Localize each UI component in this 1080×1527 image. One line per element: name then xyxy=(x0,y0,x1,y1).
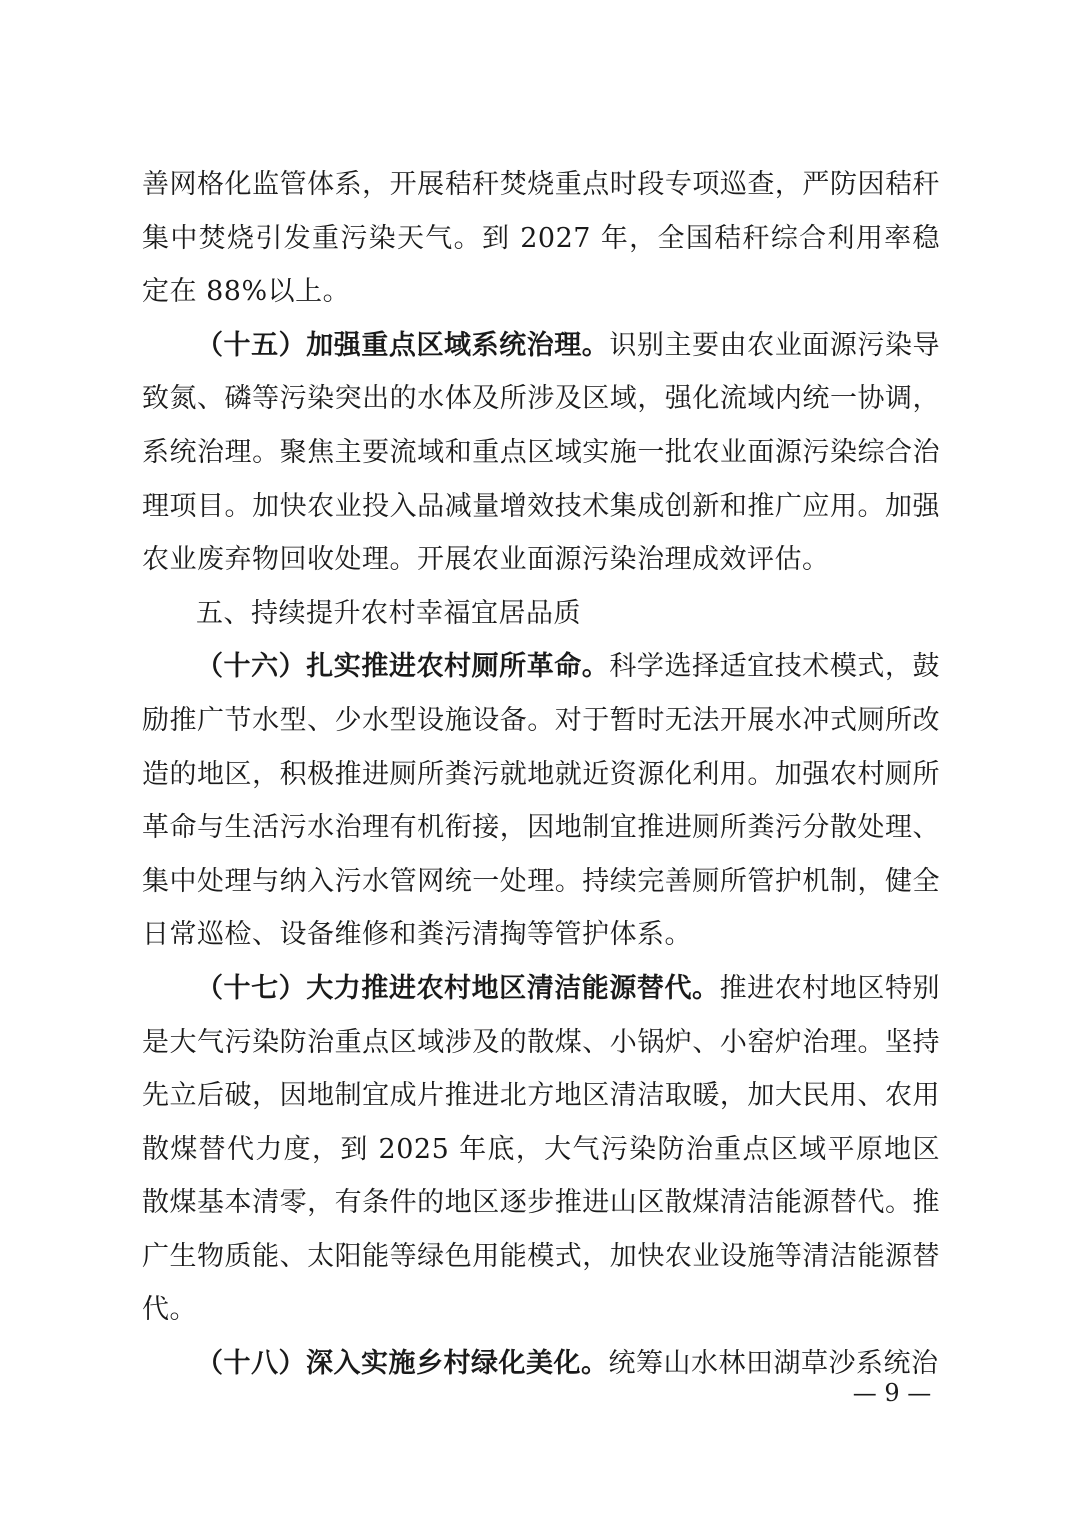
paragraph-item-15 xyxy=(142,319,940,587)
item-15-body: 识别主要由农业面源污染导致氮、磷等污染突出的水体及所涉及区域，强化流域内统一协调，系统治理。聚焦主要流域和重点区域实施一批农业面源污染综合治理项目。加快农业投入品减量增效技术集成创新和推广应用。加强农业废弃物回收处理。开展农业面源污染治理成效评估。 xyxy=(142,329,941,576)
item-16-heading: （十六）扎实推进农村厕所革命。 xyxy=(196,651,610,683)
paragraph-item-18 xyxy=(142,1337,940,1391)
page-number: — 9 — xyxy=(852,1379,932,1407)
body-text xyxy=(142,158,940,1391)
item-18-body: 统筹山水林田湖草沙系统治 xyxy=(608,1348,939,1380)
paragraph-item-16 xyxy=(142,640,940,962)
item-17-body: 推进农村地区特别是大气污染防治重点区域涉及的散煤、小锅炉、小窑炉治理。坚持先立后破，因地制宜成片推进北方地区清洁取暖，加大民用、农用散煤替代力度，到 2025 年底，大气污染防治重点区域平原地区散煤基本清零，有条件的地区逐步推进山区散煤清洁能源替代。推广生物质能、太阳能等绿色用能模式，加快农业设施等清洁能源替代。 xyxy=(142,972,941,1326)
item-17-heading: （十七）大力推进农村地区清洁能源替代。 xyxy=(196,972,720,1004)
item-15-heading: （十五）加强重点区域系统治理。 xyxy=(196,329,610,361)
item-16-body: 科学选择适宜技术模式，鼓励推广节水型、少水型设施设备。对于暂时无法开展水冲式厕所改造的地区，积极推进厕所粪污就地就近资源化利用。加强农村厕所革命与生活污水治理有机衔接，因地制宜推进厕所粪污分散处理、集中处理与纳入污水管网统一处理。持续完善厕所管护机制，健全日常巡检、设备维修和粪污清掏等管护体系。 xyxy=(142,651,941,951)
section-5-heading: 五、持续提升农村幸福宜居品质 xyxy=(196,597,581,629)
paragraph-item-17 xyxy=(142,962,940,1337)
item-18-heading: （十八）深入实施乡村绿化美化。 xyxy=(196,1348,609,1380)
paragraph-continuation: 善网格化监管体系，开展秸秆焚烧重点时段专项巡查，严防因秸秆集中焚烧引发重污染天气。到 2027 年，全国秸秆综合利用率稳定在 88%以上。 xyxy=(142,169,940,308)
